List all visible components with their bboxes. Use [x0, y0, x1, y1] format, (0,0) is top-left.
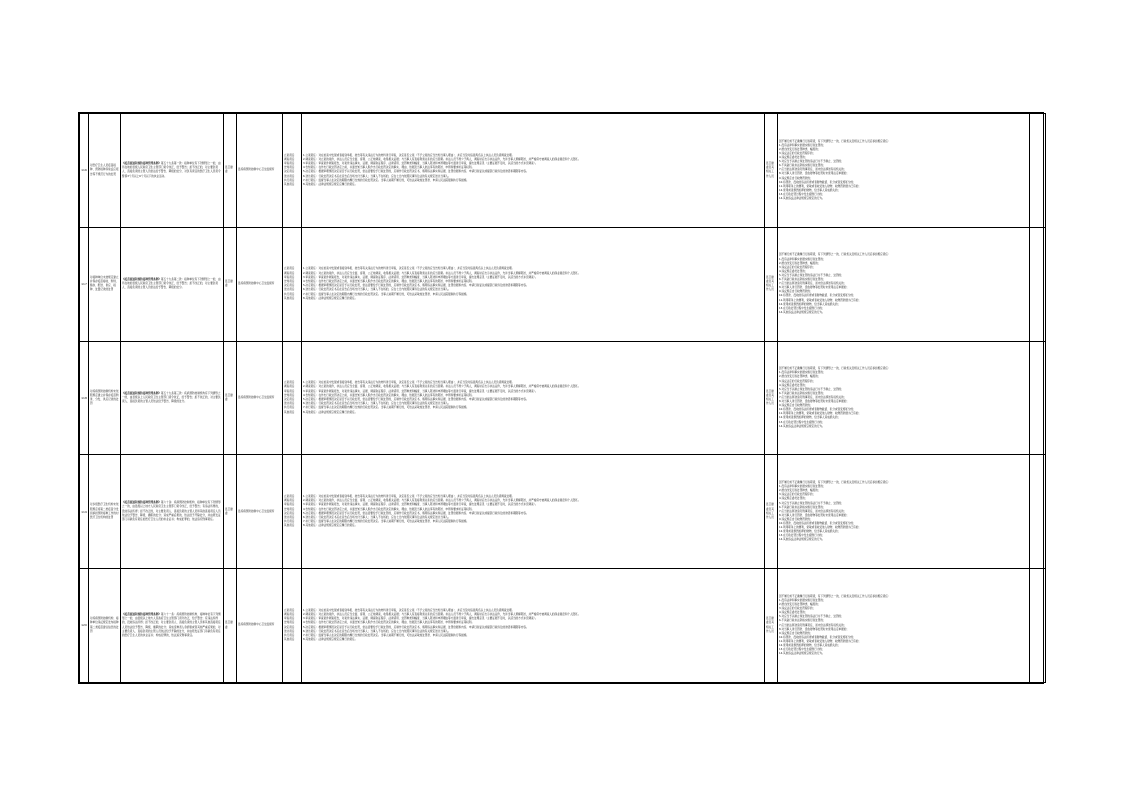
duty-line: 2.擅自改变行政处罚种类、幅度的；	[779, 147, 821, 151]
procedure-line: 7.执行责任：监督当事人在决定的期限内履行生效的行政处罚决定。当事人逾期不履行的，可依法采取加处罚款、申请人民法院强制执行等措施。	[303, 406, 469, 410]
table-row	[80, 455, 1046, 569]
duty-line: 7.应当依法移送追究刑事责任，而未依法移送有权机关的；	[779, 623, 847, 627]
procedure-line: 8.其他责任：法律法规规章规定应履行的责任。	[303, 183, 358, 186]
legal-basis-cell	[121, 455, 224, 569]
name: 对接种单位未按规定建立并保存疫苗接收、购进、储存、配送、供应、接种、处置记录的处罚	[90, 275, 119, 292]
procedure-line: 1.立案责任：对在检查中发现或者接到举报、控告等有关违法行为的材料进行审查，决定是否立案（不予立案的应当告知当事人理由），并应当及时指派两名以上执法人员负责调查处理。	[303, 608, 515, 612]
procedure-line: 4.告知责任：在作出行政处罚决定之前，书面告知当事人拟作出行政处罚决定的事实、理由、依据及当事人依法享有的陈述、申辩和要求听证等权利。	[303, 393, 475, 397]
duty-subject: 县卫健委及其相关工作人员	[766, 275, 774, 292]
procedure-line: 3.审查责任：审查案件调查报告，对案件违法事实、证据、调查取证程序、法律适用、处罚种类和幅度、当事人陈述和申辩理由等方面进行审查，提出处理意见（主要证据不足时，以适当的方式补充调查）。	[303, 275, 538, 279]
stage: 立案责任 调查责任 审查责任 告知责任 决定责任 送达责任 执行责任 其他责任	[284, 608, 295, 642]
duty-line: 4.违反规定委托处罚的；	[779, 497, 808, 501]
responsibility-stage-cell	[283, 227, 302, 341]
department-cell	[237, 227, 283, 341]
duty-line: 14.其他违反法律法规规章规定的行为。	[779, 310, 825, 314]
duty-line: 5.对应当予以制止和处罚的违法行为不予制止、处罚的；	[779, 387, 844, 391]
department-cell	[237, 114, 283, 228]
procedure-line: 3.审查责任：审查案件调查报告，对案件违法事实、证据、调查取证程序、法律适用、处罚种类和幅度、当事人陈述和申辩理由等方面进行审查，提出处理意见（主要证据不足时，以适当的方式补充调查）。	[303, 389, 538, 393]
procedure-cell	[302, 455, 765, 569]
procedure-line: 4.告知责任：在作出行政处罚决定之前，书面告知当事人拟作出行政处罚决定的事实、理由、依据及当事人依法享有的陈述、申辩和要求听证等权利。	[303, 621, 475, 625]
procedure-line: 2.调查责任：对立案的案件，执法人员应当全面、客观、公正地调查，收集相关证据；与当事人有直接利害关系的应当回避。执法人员不得少于两人，调查时应出示执法证件，允许当事人辩解陈述，并严格保守被调查人的商业秘密和个人隐私。	[303, 385, 581, 389]
duty-line: 10.将罚款、没收的违法所得或者财物截留、私分或者变相私分的；	[779, 180, 856, 184]
law-title: 《疫苗流通和预防接种管理条例》	[122, 277, 161, 281]
duty-line: 1.没有法律和事实依据实施行政处罚的；	[779, 485, 826, 489]
duty-line: 3.违反法定的行政处罚程序的；	[779, 607, 816, 611]
procedure-line: 4.告知责任：在作出行政处罚决定之前，书面告知当事人拟作出行政处罚决定的事实、理由、依据及当事人依法享有的陈述、申辩和要求听证等权利。	[303, 507, 475, 511]
duty-line: 9.违反规定自行收缴罚款的；	[779, 176, 813, 180]
seq: 120	[81, 623, 87, 628]
law-title: 《疫苗流通和预防接种管理条例》	[122, 612, 161, 616]
duty-line: 9.违反规定自行收缴罚款的；	[779, 631, 813, 635]
law-text: 第五十九条第三款：疾病预防控制机构有下列情形之一的，由县级以上人民政府卫生主管部门责令改正，给予警告；拒不改正的，对主要负责人、直接负责的主管人员依法给予警告、降级的处分。	[122, 391, 221, 404]
dept: 县疾病预防控制中心卫生监督所	[238, 623, 275, 627]
duty-line: 13.在行政处罚过程中发生腐败行为的；	[779, 192, 825, 196]
responsibility-stage-cell	[283, 114, 302, 228]
responsibility-stage-cell	[283, 569, 302, 683]
duty-intro: 因不履行或不正确履行行政职责，有下列情形之一的，行政机关及相关工作人员应承担相应责任：	[779, 253, 891, 257]
duty-line: 1.没有法律和事实依据实施行政处罚的；	[779, 371, 826, 375]
duty-line: 11.利用职务上的便利，索取或者收受他人财物、收缴罚款据为己有的；	[779, 184, 861, 188]
duty-line: 13.在行政处罚过程中发生腐败行为的；	[779, 420, 825, 424]
procedure-line: 1.立案责任：对在检查中发现或者接到举报、控告等有关违法行为的材料进行审查，决定是否立案（不予立案的应当告知当事人理由），并应当及时指派两名以上执法人员负责调查处理。	[303, 267, 515, 271]
duty-subject: 县卫健委及其相关工作人员	[766, 503, 774, 519]
duty-line: 10.将罚款、没收的违法所得或者财物截留、私分或者变相私分的；	[779, 522, 856, 526]
duty-line: 9.违反规定自行收缴罚款的；	[779, 517, 813, 521]
duty-line: 14.其他违反法律法规规章规定的行为。	[779, 424, 825, 428]
duty-subject: 县卫健委及其相关工作人员	[766, 161, 774, 178]
duty-line: 10.将罚款、没收的违法所得或者财物截留、私分或者变相私分的；	[779, 408, 856, 412]
duty-list-table-page	[78, 112, 1044, 684]
duty-line: 6.不具备行政执法资格实施行政处罚的；	[779, 505, 826, 509]
subject-cell	[224, 114, 237, 228]
remark-cell	[1030, 341, 1046, 455]
duty-line: 11.利用职务上的便利，索取或者收受他人财物、收缴罚款据为己有的；	[779, 412, 861, 416]
table-row	[80, 114, 1046, 228]
remark-cell	[1030, 227, 1046, 341]
duty-line: 12.使用或者损毁扣押的财物，给当事人造成损失的；	[779, 416, 841, 420]
duty-line: 4.违反规定委托处罚的；	[779, 611, 808, 615]
duty-line: 2.擅自改变行政处罚种类、幅度的；	[779, 261, 821, 265]
subject-cell	[224, 455, 237, 569]
procedure-line: 2.调查责任：对立案的案件，执法人员应当全面、客观、公正地调查，收集相关证据；与当事人有直接利害关系的应当回避。执法人员不得少于两人，调查时应出示执法证件，允许当事人辩解陈述，并严格保守被调查人的商业秘密和个人隐私。	[303, 271, 581, 275]
law-text: 第五十九条第二款：接种单位有下列情形之一的，由所在地的县级人民政府卫生主管部门责令改正，给予警告；拒不改正的，对主要负责人、直接负责的主管人员依法给予警告、降级的处分。	[122, 277, 221, 290]
seq-cell	[80, 569, 89, 683]
duty-line: 12.使用或者损毁扣押的财物，给当事人造成损失的；	[779, 302, 841, 306]
legal-basis-cell	[121, 114, 224, 228]
table-row	[80, 227, 1046, 341]
duty-subject-cell	[765, 569, 778, 683]
duty-cell	[778, 114, 1030, 228]
duty-subject-cell	[765, 455, 778, 569]
procedure-line: 5.决定责任：根据审理情况决定是否予以行政处罚，依法需要给予行政处罚的，应制作行政处罚决定书，载明违法事实和证据、处罚依据和内容、申请行政复议或提起行政诉讼的途径和期限等内容。	[303, 170, 529, 174]
procedure-line: 4.告知责任：在作出行政处罚决定之前，书面告知当事人拟作出行政处罚决定的事实、理由、依据及当事人依法享有的陈述、申辩和要求听证等权利。	[303, 279, 475, 283]
duty-line: 13.在行政处罚过程中发生腐败行为的；	[779, 306, 825, 310]
duty-subject: 县卫健委及其相关工作人员	[766, 617, 774, 633]
duty-cell	[778, 455, 1030, 569]
duty-line: 13.在行政处罚过程中发生腐败行为的；	[779, 648, 825, 652]
subject: 县卫健委	[225, 279, 233, 288]
duty-line: 5.对应当予以制止和处罚的违法行为不予制止、处罚的；	[779, 160, 844, 164]
procedure-line: 5.决定责任：根据审理情况决定是否予以行政处罚，依法需要给予行政处罚的，应制作行政处罚决定书，载明违法事实和证据、处罚依据和内容、申请行政复议或提起行政诉讼的途径和期限等内容。	[303, 511, 529, 515]
duty-line: 12.使用或者损毁扣押的财物，给当事人造成损失的；	[779, 644, 841, 648]
duty-line: 12.使用或者损毁扣押的财物，给当事人造成损失的；	[779, 530, 841, 534]
dept: 县疾病预防控制中心卫生监督所	[238, 509, 275, 513]
name: 对疾病预防控制机构、接种单位违反规定发布接种第二类疫苗建议信息的处罚	[90, 617, 119, 633]
duty-line: 7.应当依法移送追究刑事责任，而未依法移送有权机关的；	[779, 509, 847, 513]
remark-cell	[1030, 569, 1046, 683]
duty-line: 5.对应当予以制止和处罚的违法行为不予制止、处罚的；	[779, 615, 844, 619]
duty-line: 3.违反法定的行政处罚程序的；	[779, 379, 816, 383]
dept: 县疾病预防控制中心卫生监督所	[238, 168, 275, 172]
duty-line: 3.违反法定的行政处罚程序的；	[779, 265, 816, 269]
duty-cell	[778, 569, 1030, 683]
subject-cell	[224, 227, 237, 341]
duty-intro: 因不履行或不正确履行行政职责，有下列情形之一的，行政机关及相关工作人员应承担相应责任：	[779, 139, 891, 143]
duty-line: 2.擅自改变行政处罚种类、幅度的；	[779, 375, 821, 379]
procedure-line: 5.决定责任：根据审理情况决定是否予以行政处罚，依法需要给予行政处罚的，应制作行政处罚决定书，载明违法事实和证据、处罚依据和内容、申请行政复议或提起行政诉讼的途径和期限等内容。	[303, 284, 529, 288]
duty-line: 14.其他违反法律法规规章规定的行为。	[779, 538, 825, 542]
legal-basis-cell	[121, 569, 224, 683]
law-text: 第六十一条：疾病预防控制机构、接种单位有下列情形之一的，由县级以上地方人民政府卫生主管部门责令改正，给予警告；有违法所得的，没收违法所得；拒不改正的，对主要负责人、直接负责的主管人员和其他直接责任人员依法给予警告、降级、撤职的处分；造成受种者人身损害或者其他严重后果的，对主要负责人、直接负责的主管人员依法给予开除的处分，并由原发证部门吊销负有责任的医疗卫生人员的执业证书；构成犯罪的，依法追究刑事责任。	[122, 612, 221, 637]
law-title: 《疫苗流通和预防接种管理条例》	[122, 501, 161, 505]
department-cell	[237, 341, 283, 455]
duty-line: 4.违反规定委托处罚的；	[779, 156, 808, 160]
seq-cell	[80, 227, 89, 341]
duty-list-table	[79, 113, 1046, 683]
seq-cell	[80, 114, 89, 228]
duty-subject: 县卫健委及其相关工作人员	[766, 389, 774, 406]
legal-basis-cell	[121, 341, 224, 455]
seq-cell	[80, 455, 89, 569]
procedure-line: 6.送达责任：行政处罚决定书应在宣告后当场交付当事人；当事人不在场的，应在七日内依照民事诉讼法的有关规定送达当事人。	[303, 515, 451, 519]
duty-line: 6.不具备行政执法资格实施行政处罚的；	[779, 391, 826, 395]
duty-line: 6.不具备行政执法资格实施行政处罚的；	[779, 619, 826, 623]
stage: 立案责任 调查责任 审查责任 告知责任 决定责任 送达责任 执行责任 其他责任	[284, 381, 295, 414]
stage: 立案责任 调查责任 审查责任 告知责任 决定责任 送达责任 执行责任 其他责任	[284, 267, 295, 300]
seq: 119	[81, 509, 87, 514]
procedure-line: 6.送达责任：行政处罚决定书应在宣告后当场交付当事人；当事人不在场的，应在七日内依照民事诉讼法的有关规定送达当事人。	[303, 629, 451, 633]
subject: 县卫健委	[225, 166, 233, 174]
procedure-line: 8.其他责任：法律法规规章规定应履行的责任。	[303, 410, 358, 414]
duty-intro: 因不履行或不正确履行行政职责，有下列情形之一的，行政机关及相关工作人员应承担相应责任：	[779, 481, 891, 485]
duty-line: 8.对当事人进行罚款、没收财物等处罚时未使用法定单据的；	[779, 172, 849, 176]
duty-line: 5.对应当予以制止和处罚的违法行为不予制止、处罚的；	[779, 501, 844, 505]
duty-line: 11.利用职务上的便利，索取或者收受他人财物、收缴罚款据为己有的；	[779, 298, 861, 302]
duty-line: 4.违反规定委托处罚的；	[779, 383, 808, 387]
procedure-line: 6.送达责任：行政处罚决定书应在宣告后当场交付当事人；当事人不在场的，应在七日内依照民事诉讼法的有关规定送达当事人。	[303, 402, 451, 406]
procedure-line: 2.调查责任：对立案的案件，执法人员应当全面、客观、公正地调查，收集相关证据；与当事人有直接利害关系的应当回避。执法人员不得少于两人，调查时应出示执法证件，允许当事人辩解陈述，并严格保守被调查人的商业秘密和个人隐私。	[303, 499, 581, 503]
duty-line: 7.应当依法移送追究刑事责任，而未依法移送有权机关的；	[779, 282, 847, 286]
name: 对乡级医疗卫生机构未依照规定将第二类疫苗分发到承担预防接种工作的村医疗卫生机构的处罚	[90, 503, 119, 519]
duty-line: 7.应当依法移送追究刑事责任，而未依法移送有权机关的；	[779, 395, 847, 399]
seq: 117	[81, 282, 87, 287]
procedure-line: 4.告知责任：在作出行政处罚决定之前，书面告知当事人拟作出行政处罚决定的事实、理由、依据及当事人依法享有的陈述、申辩和要求听证等权利。	[303, 166, 475, 170]
duty-line: 13.在行政处罚过程中发生腐败行为的；	[779, 534, 825, 538]
procedure-line: 2.调查责任：对立案的案件，执法人员应当全面、客观、公正地调查，收集相关证据；与当事人有直接利害关系的应当回避。执法人员不得少于两人，调查时应出示执法证件，允许当事人辩解陈述，并严格保守被调查人的商业秘密和个人隐私。	[303, 157, 581, 161]
duty-line: 3.违反法定的行政处罚程序的；	[779, 493, 816, 497]
duty-line: 12.使用或者损毁扣押的财物，给当事人造成损失的；	[779, 188, 841, 192]
procedure-line: 1.立案责任：对在检查中发现或者接到举报、控告等有关违法行为的材料进行审查，决定是否立案（不予立案的应当告知当事人理由），并应当及时指派两名以上执法人员负责调查处理。	[303, 494, 515, 498]
procedure-line: 3.审查责任：审查案件调查报告，对案件违法事实、证据、调查取证程序、法律适用、处罚种类和幅度、当事人陈述和申辩理由等方面进行审查，提出处理意见（主要证据不足时，以适当的方式补充调查）。	[303, 503, 538, 507]
procedure-cell	[302, 114, 765, 228]
procedure-line: 5.决定责任：根据审理情况决定是否予以行政处罚，依法需要给予行政处罚的，应制作行政处罚决定书，载明违法事实和证据、处罚依据和内容、申请行政复议或提起行政诉讼的途径和期限等内容。	[303, 397, 529, 401]
duty-line: 1.没有法律和事实依据实施行政处罚的；	[779, 257, 826, 261]
table-row	[80, 569, 1046, 683]
remark-cell	[1030, 455, 1046, 569]
duty-line: 8.对当事人进行罚款、没收财物等处罚时未使用法定单据的；	[779, 286, 849, 290]
duty-subject-cell	[765, 341, 778, 455]
subject-cell	[224, 569, 237, 683]
procedure-line: 5.决定责任：根据审理情况决定是否予以行政处罚，依法需要给予行政处罚的，应制作行政处罚决定书，载明违法事实和证据、处罚依据和内容、申请行政复议或提起行政诉讼的途径和期限等内容。	[303, 625, 529, 629]
procedure-line: 3.审查责任：审查案件调查报告，对案件违法事实、证据、调查取证程序、法律适用、处罚种类和幅度、当事人陈述和申辩理由等方面进行审查，提出处理意见（主要证据不足时，以适当的方式补充调查）。	[303, 161, 538, 165]
duty-cell	[778, 341, 1030, 455]
duty-line: 5.对应当予以制止和处罚的违法行为不予制止、处罚的；	[779, 273, 844, 277]
item-name-cell	[89, 227, 121, 341]
procedure-line: 7.执行责任：监督当事人在决定的期限内履行生效的行政处罚决定。当事人逾期不履行的，可依法采取加处罚款、申请人民法院强制执行等措施。	[303, 634, 469, 637]
duty-line: 2.擅自改变行政处罚种类、幅度的；	[779, 603, 821, 607]
duty-line: 6.不具备行政执法资格实施行政处罚的；	[779, 164, 826, 168]
procedure-line: 6.送达责任：行政处罚决定书应在宣告后当场交付当事人；当事人不在场的，应在七日内依照民事诉讼法的有关规定送达当事人。	[303, 174, 451, 178]
dept: 县疾病预防控制中心卫生监督所	[238, 282, 275, 286]
duty-line: 8.对当事人进行罚款、没收财物等处罚时未使用法定单据的；	[779, 513, 849, 517]
procedure-cell	[302, 227, 765, 341]
law-title: 《疫苗流通和预防接种管理条例》	[122, 391, 161, 395]
duty-intro: 因不履行或不正确履行行政职责，有下列情形之一的，行政机关及相关工作人员应承担相应责任：	[779, 367, 891, 371]
item-name-cell	[89, 455, 121, 569]
subject: 县卫健委	[225, 507, 233, 515]
seq: 118	[81, 395, 87, 400]
procedure-line: 8.其他责任：法律法规规章规定应履行的责任。	[303, 296, 358, 300]
duty-line: 14.其他违反法律法规规章规定的行为。	[779, 197, 825, 200]
procedure-line: 8.其他责任：法律法规规章规定应履行的责任。	[303, 524, 358, 528]
duty-cell	[778, 227, 1030, 341]
responsibility-stage-cell	[283, 341, 302, 455]
seq: 116	[81, 168, 87, 173]
duty-line: 3.违反法定的行政处罚程序的；	[779, 151, 816, 155]
duty-line: 8.对当事人进行罚款、没收财物等处罚时未使用法定单据的；	[779, 400, 849, 404]
department-cell	[237, 569, 283, 683]
duty-line: 4.违反规定委托处罚的；	[779, 269, 808, 273]
procedure-line: 6.送达责任：行政处罚决定书应在宣告后当场交付当事人；当事人不在场的，应在七日内依照民事诉讼法的有关规定送达当事人。	[303, 288, 451, 292]
duty-line: 7.应当依法移送追究刑事责任，而未依法移送有权机关的；	[779, 168, 847, 172]
law-text: 第五十九条第一款：接种单位有下列情形之一的，由所在地的县级人民政府卫生主管部门责令改正，给予警告；拒不改正的，对主要负责人、直接负责的主管人员依法给予警告、降级的处分，对负有责任的医疗卫生人员责令暂停3个月以上6个月以下的执业活动。	[122, 161, 221, 178]
procedure-line: 2.调查责任：对立案的案件，执法人员应当全面、客观、公正地调查，收集相关证据；与当事人有直接利害关系的应当回避。执法人员不得少于两人，调查时应出示执法证件，允许当事人辩解陈述，并严格保守被调查人的商业秘密和个人隐私。	[303, 612, 581, 616]
seq-cell	[80, 341, 89, 455]
department-cell	[237, 455, 283, 569]
procedure-line: 7.执行责任：监督当事人在决定的期限内履行生效的行政处罚决定。当事人逾期不履行的，可依法采取加处罚款、申请人民法院强制执行等措施。	[303, 520, 469, 524]
law-text: 第六十条：疾病预防控制机构、接种单位有下列情形之一的，由县级以上地方人民政府卫生主管部门责令改正，给予警告；有违法所得的，没收违法所得；拒不改正的，对主要负责人、直接负责的主管人员和其他直接责任人员依法给予警告、降级、撤职的处分；造成严重后果的，依法给予开除处分，并由原发证部门吊销负有责任的医疗卫生人员的执业证书；构成犯罪的，依法追究刑事责任。	[122, 501, 221, 522]
duty-line: 14.其他违反法律法规规章规定的行为。	[779, 652, 825, 656]
responsibility-stage-cell	[283, 455, 302, 569]
procedure-line: 1.立案责任：对在检查中发现或者接到举报、控告等有关违法行为的材料进行审查，决定是否立案（不予立案的应当告知当事人理由），并应当及时指派两名以上执法人员负责调查处理。	[303, 381, 515, 385]
subject: 县卫健委	[225, 621, 233, 629]
subject: 县卫健委	[225, 393, 233, 401]
item-name-cell	[89, 569, 121, 683]
remark-cell	[1030, 114, 1046, 228]
dept: 县疾病预防控制中心卫生监督所	[238, 395, 275, 399]
duty-line: 11.利用职务上的便利，索取或者收受他人财物、收缴罚款据为己有的；	[779, 639, 861, 643]
subject-cell	[224, 341, 237, 455]
duty-line: 8.对当事人进行罚款、没收财物等处罚时未使用法定单据的；	[779, 627, 849, 631]
duty-line: 10.将罚款、没收的违法所得或者财物截留、私分或者变相私分的；	[779, 635, 856, 639]
duty-line: 9.违反规定自行收缴罚款的；	[779, 290, 813, 294]
duty-line: 6.不具备行政执法资格实施行政处罚的；	[779, 278, 826, 282]
name: 对疾病预防控制机构未依照规定建立并保存疫苗购进、分发、供应记录的处罚	[90, 389, 119, 406]
duty-line: 1.没有法律和事实依据实施行政处罚的；	[779, 143, 826, 147]
duty-intro: 因不履行或不正确履行行政职责，有下列情形之一的，行政机关及相关工作人员应承担相应责任：	[779, 594, 891, 598]
duty-line: 2.擅自改变行政处罚种类、幅度的；	[779, 489, 821, 493]
procedure-line: 1.立案责任：对在检查中发现或者接到举报、控告等有关违法行为的材料进行审查，决定是否立案（不予立案的应当告知当事人理由），并应当及时指派两名以上执法人员负责调查处理。	[303, 153, 515, 157]
duty-subject-cell	[765, 114, 778, 228]
procedure-cell	[302, 569, 765, 683]
name: 对医疗卫生人员疫苗接种、预防接种异常反应报告等不规范行为的处罚	[90, 164, 119, 176]
duty-line: 10.将罚款、没收的违法所得或者财物截留、私分或者变相私分的；	[779, 294, 856, 298]
stage: 立案责任 调查责任 审查责任 告知责任 决定责任 送达责任 执行责任 其他责任	[284, 153, 295, 186]
table-row	[80, 341, 1046, 455]
duty-line: 9.违反规定自行收缴罚款的；	[779, 404, 813, 408]
procedure-line: 7.执行责任：监督当事人在决定的期限内履行生效的行政处罚决定。当事人逾期不履行的，可依法采取加处罚款、申请人民法院强制执行等措施。	[303, 292, 469, 296]
procedure-line: 8.其他责任：法律法规规章规定应履行的责任。	[303, 638, 358, 642]
item-name-cell	[89, 341, 121, 455]
duty-line: 11.利用职务上的便利，索取或者收受他人财物、收缴罚款据为己有的；	[779, 526, 861, 530]
law-title: 《疫苗流通和预防接种管理条例》	[122, 161, 161, 165]
item-name-cell	[89, 114, 121, 228]
stage: 立案责任 调查责任 审查责任 告知责任 决定责任 送达责任 执行责任 其他责任	[284, 494, 295, 528]
duty-line: 1.没有法律和事实依据实施行政处罚的；	[779, 598, 826, 602]
duty-subject-cell	[765, 227, 778, 341]
procedure-cell	[302, 341, 765, 455]
procedure-line: 3.审查责任：审查案件调查报告，对案件违法事实、证据、调查取证程序、法律适用、处罚种类和幅度、当事人陈述和申辩理由等方面进行审查，提出处理意见（主要证据不足时，以适当的方式补充调查）。	[303, 617, 538, 621]
procedure-line: 7.执行责任：监督当事人在决定的期限内履行生效的行政处罚决定。当事人逾期不履行的，可依法采取加处罚款、申请人民法院强制执行等措施。	[303, 178, 469, 182]
legal-basis-cell	[121, 227, 224, 341]
